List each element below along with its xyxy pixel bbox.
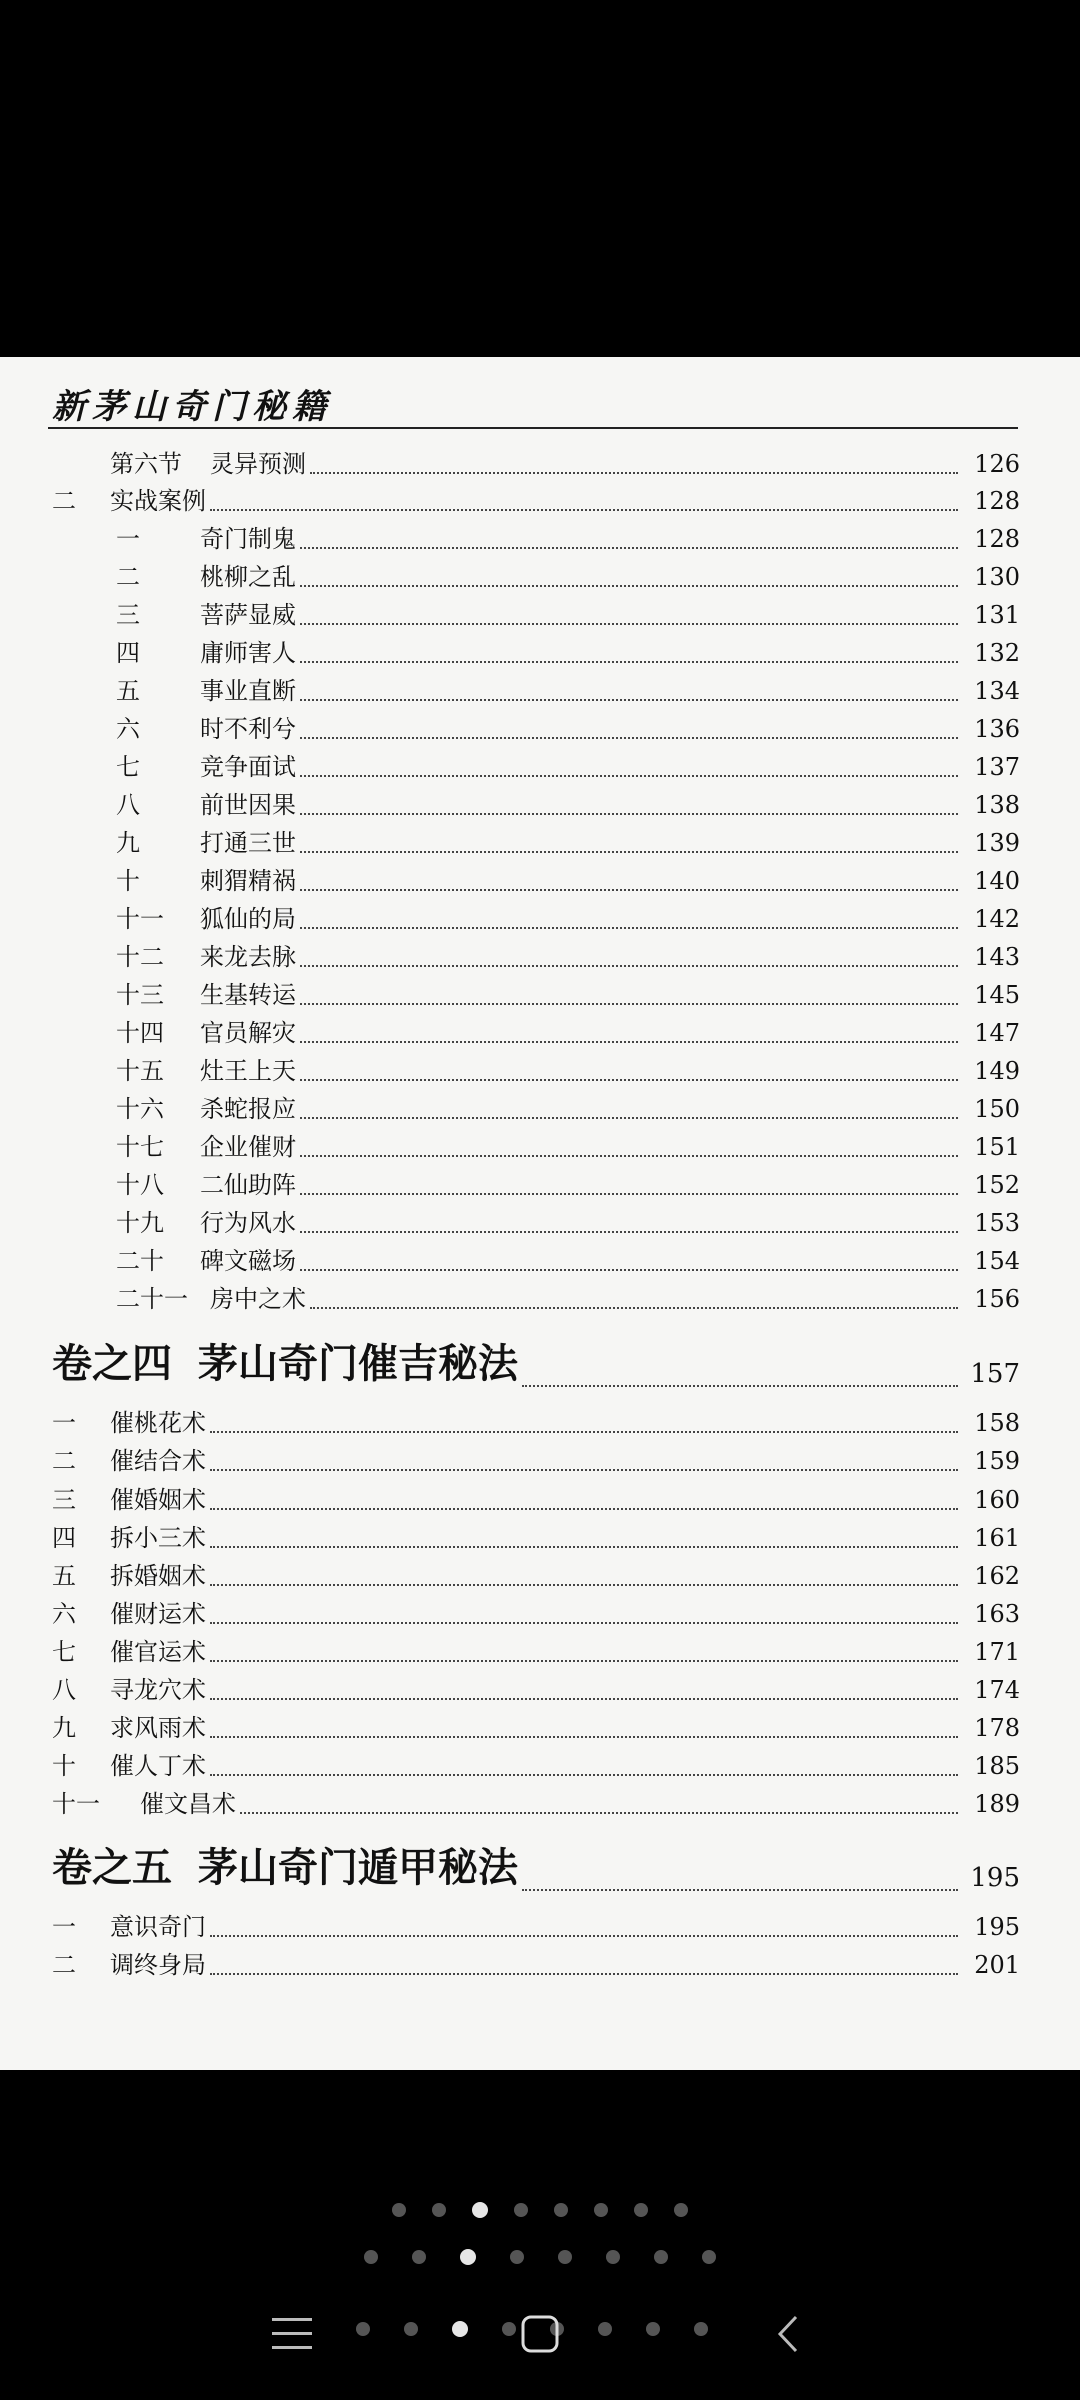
toc-leader-dots — [310, 1307, 958, 1309]
toc-page-number: 201 — [974, 1951, 1020, 1979]
toc-row — [0, 1747, 1020, 1785]
toc-page-number: 132 — [974, 639, 1020, 667]
toc-page-number: 185 — [974, 1752, 1020, 1780]
toc-title: 求风雨术 — [110, 1714, 206, 1742]
toc-leader-dots — [300, 1117, 958, 1119]
page-dot[interactable] — [606, 2250, 620, 2264]
page-indicator-bottom — [0, 2250, 1080, 2265]
toc-page-number: 159 — [974, 1447, 1020, 1475]
toc-row — [0, 1785, 1020, 1823]
toc-number: 十 — [52, 1752, 76, 1780]
toc-page-number: 153 — [974, 1209, 1020, 1237]
toc-row — [0, 1166, 1020, 1204]
toc-page-number: 126 — [974, 450, 1020, 478]
toc-row — [0, 824, 1020, 862]
toc-number: 十一 — [52, 1790, 100, 1818]
system-navigation-bar — [0, 2290, 1080, 2380]
toc-row — [0, 1280, 1020, 1318]
toc-number: 十二 — [116, 943, 164, 971]
toc-page-number: 195 — [970, 1863, 1020, 1893]
book-title: 新茅山奇门秘籍 — [52, 387, 332, 427]
toc-page-number: 136 — [974, 715, 1020, 743]
toc-row — [0, 786, 1020, 824]
page-dot[interactable] — [404, 2322, 418, 2336]
toc-page-number: 156 — [974, 1285, 1020, 1313]
toc-title: 时不利兮 — [200, 715, 296, 743]
toc-page-number: 142 — [974, 905, 1020, 933]
toc-leader-dots — [522, 1385, 958, 1387]
toc-title: 催结合术 — [110, 1447, 206, 1475]
page-dot[interactable] — [554, 2203, 568, 2217]
toc-page-number: 151 — [974, 1133, 1020, 1161]
toc-title: 催文昌术 — [140, 1790, 236, 1818]
toc-leader-dots — [300, 775, 958, 777]
toc-number: 十四 — [116, 1019, 164, 1047]
toc-title: 催官运术 — [110, 1638, 206, 1666]
toc-number: 五 — [52, 1562, 76, 1590]
toc-title: 刺猬精祸 — [200, 867, 296, 895]
toc-title: 房中之术 — [210, 1285, 306, 1313]
toc-leader-dots — [300, 1003, 958, 1005]
page-dot-active[interactable] — [460, 2249, 476, 2265]
toc-title: 打通三世 — [200, 829, 296, 857]
toc-number: 九 — [52, 1714, 76, 1742]
toc-leader-dots — [210, 1431, 958, 1433]
page-dot[interactable] — [674, 2203, 688, 2217]
toc-leader-dots — [210, 1469, 958, 1471]
page-dot[interactable] — [392, 2203, 406, 2217]
toc-title: 桃柳之乱 — [200, 563, 296, 591]
toc-number: 八 — [116, 791, 140, 819]
toc-leader-dots — [210, 1660, 958, 1662]
toc-chapter-row — [0, 1844, 1020, 1903]
toc-leader-dots — [300, 1231, 958, 1233]
toc-title: 实战案例 — [110, 487, 206, 515]
toc-number: 三 — [116, 601, 140, 629]
toc-number: 七 — [116, 753, 140, 781]
toc-row — [0, 445, 1020, 483]
toc-page-number: 171 — [974, 1638, 1020, 1666]
toc-number: 二 — [116, 563, 140, 591]
page-dot[interactable] — [594, 2203, 608, 2217]
toc-leader-dots — [210, 1774, 958, 1776]
toc-leader-dots — [210, 1736, 958, 1738]
page-dot[interactable] — [634, 2203, 648, 2217]
toc-number: 二 — [52, 1447, 76, 1475]
toc-title: 催桃花术 — [110, 1409, 206, 1437]
toc-row — [0, 1633, 1020, 1671]
toc-title: 拆婚姻术 — [110, 1562, 206, 1590]
toc-leader-dots — [210, 1584, 958, 1586]
toc-row — [0, 1090, 1020, 1128]
toc-row — [0, 482, 1020, 520]
toc-title: 官员解灾 — [200, 1019, 296, 1047]
toc-number: 卷之五 — [52, 1844, 172, 1891]
page-dot[interactable] — [364, 2250, 378, 2264]
toc-number: 十 — [116, 867, 140, 895]
page-dot[interactable] — [558, 2250, 572, 2264]
toc-leader-dots — [300, 1193, 958, 1195]
toc-leader-dots — [210, 1973, 958, 1975]
toc-number: 四 — [116, 639, 140, 667]
toc-page-number: 138 — [974, 791, 1020, 819]
toc-row — [0, 520, 1020, 558]
toc-number: 二十 — [116, 1247, 164, 1275]
toc-page-number: 147 — [974, 1019, 1020, 1047]
toc-page-number: 157 — [970, 1359, 1020, 1389]
toc-title: 企业催财 — [200, 1133, 296, 1161]
toc-row — [0, 1128, 1020, 1166]
page-dot[interactable] — [502, 2322, 516, 2336]
toc-row — [0, 1242, 1020, 1280]
toc-number: 一 — [52, 1913, 76, 1941]
toc-page-number: 189 — [974, 1790, 1020, 1818]
toc-row — [0, 1671, 1020, 1709]
toc-number: 十八 — [116, 1171, 164, 1199]
toc-title: 意识奇门 — [110, 1913, 206, 1941]
toc-leader-dots — [210, 1622, 958, 1624]
menu-icon[interactable] — [272, 2316, 312, 2352]
toc-page-number: 130 — [974, 563, 1020, 591]
toc-page-number: 134 — [974, 677, 1020, 705]
toc-row — [0, 1709, 1020, 1747]
toc-page-number: 140 — [974, 867, 1020, 895]
page-dot[interactable] — [694, 2322, 708, 2336]
toc-leader-dots — [310, 472, 958, 474]
toc-row — [0, 976, 1020, 1014]
toc-leader-dots — [300, 699, 958, 701]
toc-row — [0, 710, 1020, 748]
toc-number: 四 — [52, 1524, 76, 1552]
toc-number: 十九 — [116, 1209, 164, 1237]
toc-page-number: 195 — [974, 1913, 1020, 1941]
toc-leader-dots — [210, 509, 958, 511]
toc-leader-dots — [300, 737, 958, 739]
toc-number: 十三 — [116, 981, 164, 1009]
toc-number: 二十一 — [116, 1285, 188, 1313]
toc-page-number: 154 — [974, 1247, 1020, 1275]
toc-title: 前世因果 — [200, 791, 296, 819]
toc-number: 三 — [52, 1486, 76, 1514]
toc-title: 行为风水 — [200, 1209, 296, 1237]
toc-page-number: 161 — [974, 1524, 1020, 1552]
toc-row — [0, 672, 1020, 710]
toc-leader-dots — [300, 927, 958, 929]
toc-row — [0, 1481, 1020, 1519]
toc-title: 菩萨显威 — [200, 601, 296, 629]
toc-page-number: 149 — [974, 1057, 1020, 1085]
toc-title: 茅山奇门遁甲秘法 — [198, 1844, 518, 1891]
toc-leader-dots — [300, 1269, 958, 1271]
toc-row — [0, 1014, 1020, 1052]
toc-row — [0, 862, 1020, 900]
toc-title: 灶王上天 — [200, 1057, 296, 1085]
toc-title: 寻龙穴术 — [110, 1676, 206, 1704]
toc-page-number: 152 — [974, 1171, 1020, 1199]
toc-title: 庸师害人 — [200, 639, 296, 667]
toc-row — [0, 634, 1020, 672]
toc-leader-dots — [300, 1041, 958, 1043]
toc-number: 二 — [52, 1951, 76, 1979]
page-dot[interactable] — [412, 2250, 426, 2264]
toc-number: 第六节 — [110, 450, 182, 478]
toc-leader-dots — [300, 851, 958, 853]
toc-page-number: 143 — [974, 943, 1020, 971]
toc-title: 催人丁术 — [110, 1752, 206, 1780]
toc-row — [0, 1442, 1020, 1480]
toc-row — [0, 1557, 1020, 1595]
toc-row — [0, 900, 1020, 938]
toc-row — [0, 1204, 1020, 1242]
toc-page-number: 150 — [974, 1095, 1020, 1123]
page-dot[interactable] — [654, 2250, 668, 2264]
page-dot[interactable] — [432, 2203, 446, 2217]
toc-row — [0, 1519, 1020, 1557]
toc-page-number: 128 — [974, 487, 1020, 515]
toc-title: 事业直断 — [200, 677, 296, 705]
page-dot[interactable] — [356, 2322, 370, 2336]
toc-title: 奇门制鬼 — [200, 525, 296, 553]
page-dot-active[interactable] — [472, 2202, 488, 2218]
toc-title: 调终身局 — [110, 1951, 206, 1979]
toc-leader-dots — [300, 661, 958, 663]
toc-title: 茅山奇门催吉秘法 — [198, 1340, 518, 1387]
toc-row — [0, 938, 1020, 976]
toc-title: 狐仙的局 — [200, 905, 296, 933]
toc-title: 来龙去脉 — [200, 943, 296, 971]
toc-title: 灵异预测 — [210, 450, 306, 478]
toc-leader-dots — [210, 1698, 958, 1700]
toc-leader-dots — [300, 623, 958, 625]
toc-page-number: 160 — [974, 1486, 1020, 1514]
toc-number: 六 — [52, 1600, 76, 1628]
toc-page-number: 174 — [974, 1676, 1020, 1704]
toc-page-number: 139 — [974, 829, 1020, 857]
page-indicator-top — [0, 2203, 1080, 2218]
toc-leader-dots — [240, 1812, 958, 1814]
toc-number: 一 — [52, 1409, 76, 1437]
toc-leader-dots — [300, 585, 958, 587]
toc-leader-dots — [210, 1935, 958, 1937]
toc-title: 杀蛇报应 — [200, 1095, 296, 1123]
toc-page-number: 131 — [974, 601, 1020, 629]
toc-number: 六 — [116, 715, 140, 743]
document-page — [0, 357, 1080, 2070]
toc-title: 拆小三术 — [110, 1524, 206, 1552]
toc-number: 七 — [52, 1638, 76, 1666]
toc-number: 十七 — [116, 1133, 164, 1161]
toc-leader-dots — [300, 965, 958, 967]
toc-leader-dots — [300, 813, 958, 815]
toc-leader-dots — [300, 889, 958, 891]
toc-leader-dots — [300, 547, 958, 549]
toc-number: 十六 — [116, 1095, 164, 1123]
toc-title: 生基转运 — [200, 981, 296, 1009]
toc-number: 五 — [116, 677, 140, 705]
toc-number: 九 — [116, 829, 140, 857]
toc-title: 催婚姻术 — [110, 1486, 206, 1514]
toc-number: 十一 — [116, 905, 164, 933]
toc-page-number: 128 — [974, 525, 1020, 553]
toc-title: 竞争面试 — [200, 753, 296, 781]
toc-page-number: 162 — [974, 1562, 1020, 1590]
toc-title: 催财运术 — [110, 1600, 206, 1628]
toc-title: 碑文磁场 — [200, 1247, 296, 1275]
home-icon[interactable] — [520, 2314, 560, 2354]
toc-row — [0, 1595, 1020, 1633]
toc-leader-dots — [210, 1508, 958, 1510]
toc-number: 一 — [116, 525, 140, 553]
toc-number: 十五 — [116, 1057, 164, 1085]
toc-row — [0, 1908, 1020, 1946]
toc-leader-dots — [300, 1155, 958, 1157]
page-dot[interactable] — [702, 2250, 716, 2264]
page-dot[interactable] — [598, 2322, 612, 2336]
toc-page-number: 178 — [974, 1714, 1020, 1742]
toc-title: 二仙助阵 — [200, 1171, 296, 1199]
toc-row — [0, 596, 1020, 634]
toc-row — [0, 748, 1020, 786]
toc-page-number: 158 — [974, 1409, 1020, 1437]
toc-leader-dots — [300, 1079, 958, 1081]
toc-row — [0, 1404, 1020, 1442]
toc-chapter-row — [0, 1340, 1020, 1399]
header-rule — [48, 427, 1018, 429]
toc-row — [0, 1946, 1020, 1984]
page-dot[interactable] — [510, 2250, 524, 2264]
toc-page-number: 163 — [974, 1600, 1020, 1628]
toc-row — [0, 558, 1020, 596]
back-icon[interactable] — [776, 2314, 800, 2354]
page-dot[interactable] — [646, 2322, 660, 2336]
toc-leader-dots — [522, 1889, 958, 1891]
toc-leader-dots — [210, 1546, 958, 1548]
toc-row — [0, 1052, 1020, 1090]
page-dot[interactable] — [514, 2203, 528, 2217]
toc-page-number: 137 — [974, 753, 1020, 781]
toc-number: 二 — [52, 487, 76, 515]
toc-page-number: 145 — [974, 981, 1020, 1009]
toc-number: 八 — [52, 1676, 76, 1704]
toc-number: 卷之四 — [52, 1340, 172, 1387]
page-dot-active[interactable] — [452, 2321, 468, 2337]
